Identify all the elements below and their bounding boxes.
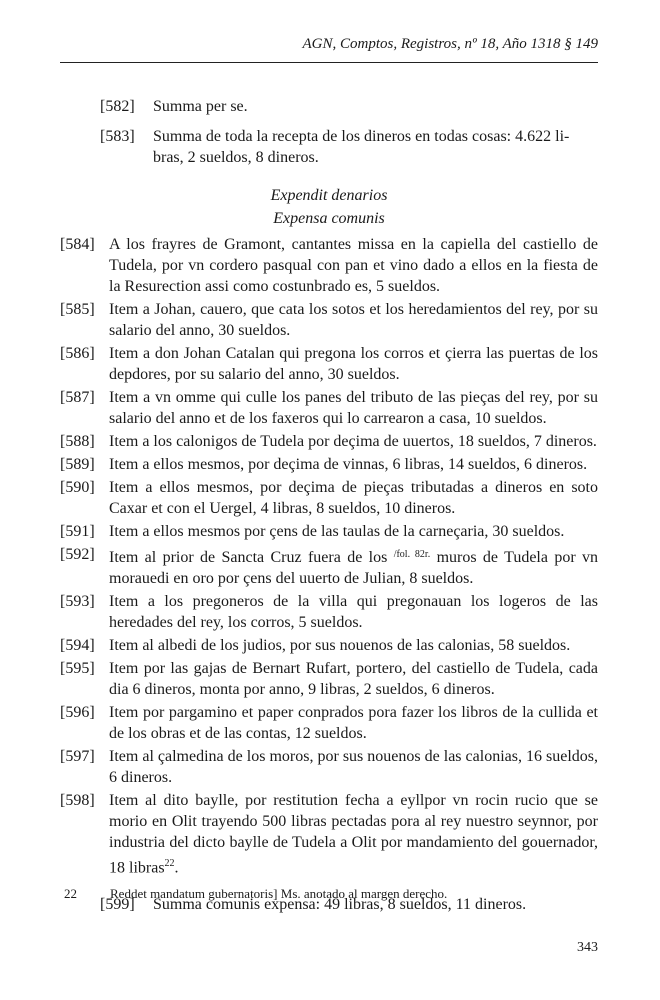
entry-597 <box>60 746 598 788</box>
entry-text-end: . <box>174 859 179 877</box>
page-number: 343 <box>577 940 598 955</box>
entry-number: [587] <box>60 389 95 406</box>
entry-text: Item a don Johan Catalan qui pregona los corros et çierra las puertas de los depdores, por su salario del anno, 30 sueldos. <box>109 345 598 383</box>
entry-588 <box>60 431 598 452</box>
entry-number: [593] <box>60 593 95 610</box>
entry-586 <box>60 343 598 385</box>
entry-number: [583] <box>100 128 135 145</box>
entry-590 <box>60 477 598 519</box>
summa-583 <box>100 126 598 168</box>
entry-591 <box>60 521 598 542</box>
entry-text-line-2: bras, 2 sueldos, 8 dineros. <box>153 149 319 166</box>
entry-587 <box>60 387 598 429</box>
entry-text: Item por las gajas de Bernart Rufart, portero, del castiello de Tudela, cada dia 6 dineros, monta por anno, 9 libras, 2 sueldos, 6 dineros. <box>109 660 598 698</box>
entry-text: Item por pargamino et paper conprados pora fazer los libros de la cullida et de los obras et de las contas, 12 sueldos. <box>109 704 598 742</box>
entry-text: Item a los calonigos de Tudela por deçima de uuertos, 18 sueldos, 7 dineros. <box>109 433 597 450</box>
entry-text <box>109 544 598 589</box>
entry-number: [596] <box>60 704 95 721</box>
entry-number: [599] <box>100 896 135 914</box>
entry-596 <box>60 702 598 744</box>
entry-text: Item al çalmedina de los moros, por sus nouenos de las calonias, 16 sueldos, 6 dineros. <box>109 748 598 786</box>
entry-text-body: Item al dito baylle, por restitution fecha a eyllpor vn rocin rucio que se morio en Olit trayendo 500 libras pectadas pora al rey nuestro seynnor, por industria del dicto baylle de Tudela a Olit por mandamiento del gouernador, 18 libras <box>109 792 598 877</box>
entry-number: [590] <box>60 479 95 496</box>
section-heading <box>60 184 598 230</box>
entry-number: [595] <box>60 660 95 677</box>
section-title-1: Expendit denarios <box>270 187 388 204</box>
footnote-reference[interactable]: 22 <box>164 858 175 869</box>
entry-number: [586] <box>60 345 95 362</box>
entry-text: Item a vn omme qui culle los panes del tributo de las pieças del rey, por su salario del anno et de los faxeros qui lo carrearon a casa, 10 sueldos. <box>109 389 598 427</box>
entry-text-line-1: Summa de toda la recepta de los dineros en todas cosas: 4.622 li- <box>153 128 570 145</box>
entry-text-after: muros de Tudela por vn morauedi en oro por çens del uuerto de Julian, 8 sueldos. <box>109 549 599 587</box>
entry-594 <box>60 635 598 656</box>
entry-number: [588] <box>60 433 95 450</box>
entry-text: Item a ellos mesmos por çens de las taulas de la carneçaria, 30 sueldos. <box>109 523 565 540</box>
entry-number: [598] <box>60 792 95 809</box>
section-title-2: Expensa comunis <box>273 210 385 227</box>
entry-text: Item a ellos mesmos, por deçima de pieças tributadas a dineros en soto Caxar et con el Uergel, 4 libras, 8 sueldos, 10 dineros. <box>109 479 598 517</box>
summa-582 <box>100 96 598 117</box>
entry-text: Item a ellos mesmos, por deçima de vinnas, 6 libras, 14 sueldos, 6 dineros. <box>109 456 588 473</box>
entry-number: [582] <box>100 98 135 115</box>
entry-number: [597] <box>60 748 95 765</box>
entry-number: [594] <box>60 637 95 654</box>
expense-entries <box>60 234 598 915</box>
entry-text-before: Item al prior de Sancta Cruz fuera de los <box>109 549 394 566</box>
entry-text: Item al albedi de los judios, por sus nouenos de las calonias, 58 sueldos. <box>109 637 571 654</box>
entry-589 <box>60 454 598 475</box>
entry-text: A los frayres de Gramont, cantantes missa en la capiella del castiello de Tudela, por vn cordero pasqual con pan et vino dado a ellos en la fiesta de la Resurection assi como costunbrado es, 5 sueldos. <box>109 236 598 295</box>
entry-598 <box>60 790 598 878</box>
entry-text: Item a los pregoneros de la villa qui pregonauan los logeros de las heredades del rey, los corros, 5 sueldos. <box>109 593 598 631</box>
entry-text: Summa comunis expensa: 49 libras, 8 sueldos, 11 dineros. <box>153 896 527 914</box>
entry-number: [592] <box>60 546 95 563</box>
running-head: AGN, Comptos, Registros, nº 18, Año 1318 § 149 <box>302 36 598 52</box>
entry-text: Summa per se. <box>153 98 248 115</box>
entry-584 <box>60 234 598 297</box>
entry-number: [589] <box>60 456 95 473</box>
footnote <box>64 886 598 902</box>
entry-number: [591] <box>60 523 95 540</box>
entry-592 <box>60 544 598 589</box>
entry-595 <box>60 658 598 700</box>
header-rule <box>60 62 598 63</box>
footnote-text: Reddet mandatum gubernatoris] Ms. anotado al margen derecho. <box>110 886 448 901</box>
entry-text <box>109 790 598 878</box>
entry-number: [584] <box>60 236 95 253</box>
entry-593 <box>60 591 598 633</box>
folio-marker: /fol. 82r. <box>393 549 431 560</box>
entry-585 <box>60 299 598 341</box>
entry-number: [585] <box>60 301 95 318</box>
footnote-number: 22 <box>64 886 77 901</box>
entry-text: Item a Johan, cauero, que cata los sotos et los heredamientos del rey, por su salario del anno, 30 sueldos. <box>109 301 598 339</box>
